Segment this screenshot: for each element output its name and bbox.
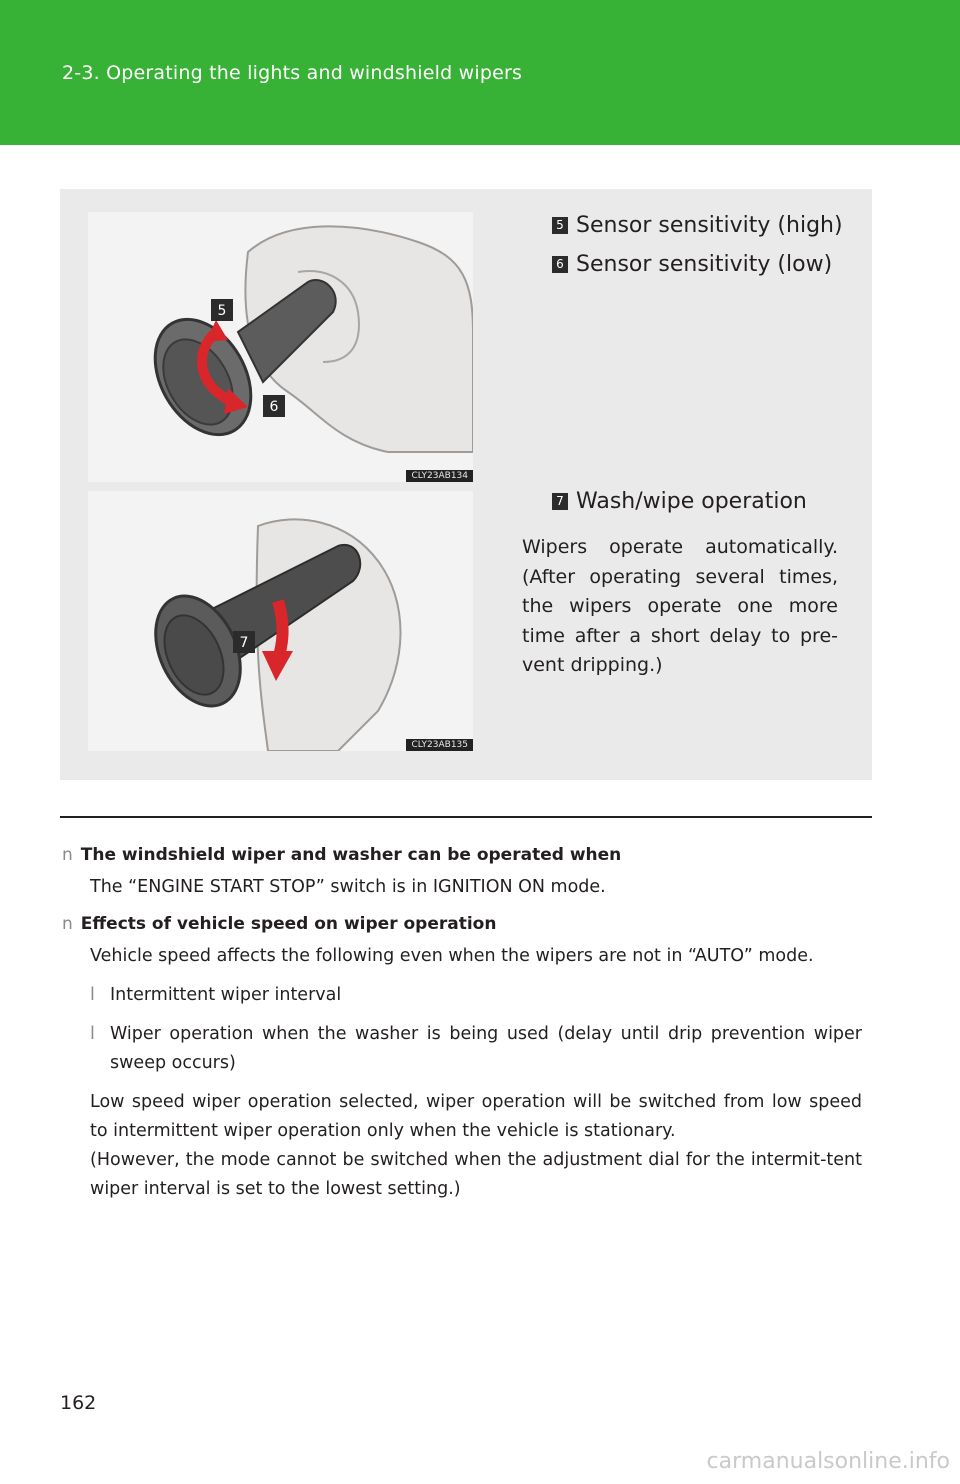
watermark: carmanualsonline.info xyxy=(706,1449,950,1474)
sub-item-text-1: Intermittent wiper interval xyxy=(110,985,342,1005)
legend-description-7: Wipers operate automatically. (After operating several times, the wipers operate one more time after a short delay to pre-vent dripping.) xyxy=(522,536,838,676)
figure-code-1: CLY23AB134 xyxy=(406,470,473,482)
note-body-2: Vehicle speed affects the following even when the wipers are not in “AUTO” mode. xyxy=(90,946,814,966)
sub-bullet-2: l xyxy=(90,1024,95,1044)
legend-badge-7: 7 xyxy=(552,493,568,510)
note-heading-text-2: Effects of vehicle speed on wiper operation xyxy=(80,914,497,934)
legend-item-6 xyxy=(552,252,832,277)
header-band xyxy=(0,0,960,145)
callout-7: 7 xyxy=(239,635,249,651)
page-number: 162 xyxy=(60,1392,97,1414)
section-divider xyxy=(60,816,872,818)
legend-label-7: Wash/wipe operation xyxy=(576,489,807,514)
callout-5: 5 xyxy=(217,303,227,319)
legend-badge-5: 5 xyxy=(552,217,568,234)
figure-code-2: CLY23AB135 xyxy=(406,739,473,751)
wiper-switch-photo-sensitivity xyxy=(88,212,473,482)
section-title: 2-3. Operating the lights and windshield wipers xyxy=(62,62,523,84)
sub-bullet-1: l xyxy=(90,985,95,1005)
sub-item-2 xyxy=(90,1020,862,1078)
note-heading-2 xyxy=(62,914,862,934)
legend-badge-6: 6 xyxy=(552,256,568,273)
note-body-1: The “ENGINE START STOP” switch is in IGNITION ON mode. xyxy=(90,877,606,897)
legend-label-6: Sensor sensitivity (low) xyxy=(576,252,833,277)
closing-paragraph-2: (However, the mode cannot be switched when the adjustment dial for the intermit-tent wiper interval is set to the lowest setting.) xyxy=(90,1150,862,1199)
notes-section xyxy=(62,845,862,1204)
legend-item-5 xyxy=(552,213,843,238)
note-bullet-2: n xyxy=(62,914,73,934)
note-heading-text-1: The windshield wiper and washer can be operated when xyxy=(80,845,622,865)
figure-panel xyxy=(60,189,872,780)
note-bullet-1: n xyxy=(62,845,73,865)
note-heading-1 xyxy=(62,845,862,865)
sub-item-text-2: Wiper operation when the washer is being used (delay until drip prevention wiper sweep occurs) xyxy=(110,1024,862,1073)
legend-item-7 xyxy=(552,489,807,514)
callout-6: 6 xyxy=(269,399,279,415)
legend-label-5: Sensor sensitivity (high) xyxy=(576,213,843,238)
sub-item-1 xyxy=(90,981,862,1010)
wiper-switch-photo-wash xyxy=(88,491,473,751)
closing-paragraph-1: Low speed wiper operation selected, wiper operation will be switched from low speed to intermittent wiper operation only when the vehicle is stationary. xyxy=(90,1092,862,1141)
